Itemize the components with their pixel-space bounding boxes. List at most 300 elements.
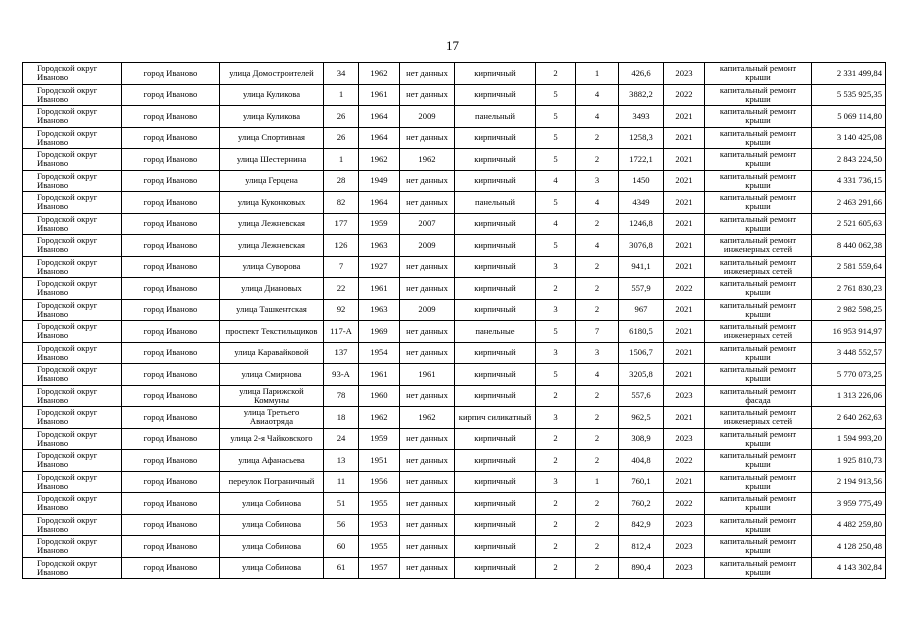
- cell-year-reconstruction: нет данных: [400, 127, 455, 149]
- cell-repair-year: 2021: [664, 213, 705, 235]
- cell-work-type: капитальный ремонт крыши: [705, 364, 812, 386]
- table-row: [23, 385, 886, 407]
- cell-district: Городской округ Иваново: [23, 127, 122, 149]
- cell-house-number: 82: [324, 192, 359, 214]
- cell-work-type: капитальный ремонт крыши: [705, 557, 812, 579]
- cell-area: 890,4: [619, 557, 664, 579]
- cell-district: Городской округ Иваново: [23, 536, 122, 558]
- cell-repair-year: 2021: [664, 170, 705, 192]
- cell-street: улица Собинова: [220, 514, 324, 536]
- cell-cost: 2 581 559,64: [812, 256, 886, 278]
- cell-street: улица Лежневская: [220, 235, 324, 257]
- cell-work-type: капитальный ремонт инженерных сетей: [705, 256, 812, 278]
- cell-floors: 5: [536, 149, 576, 171]
- cell-floors: 5: [536, 84, 576, 106]
- cell-district: Городской округ Иваново: [23, 106, 122, 128]
- cell-year-built: 1961: [359, 364, 400, 386]
- cell-city: город Иваново: [122, 106, 220, 128]
- cell-house-number: 18: [324, 407, 359, 429]
- cell-city: город Иваново: [122, 471, 220, 493]
- cell-area: 426,6: [619, 63, 664, 85]
- cell-area: 760,2: [619, 493, 664, 515]
- cell-year-built: 1964: [359, 127, 400, 149]
- cell-entrances: 1: [576, 471, 619, 493]
- cell-repair-year: 2021: [664, 471, 705, 493]
- cell-floors: 5: [536, 106, 576, 128]
- cell-entrances: 2: [576, 450, 619, 472]
- cell-district: Городской округ Иваново: [23, 63, 122, 85]
- cell-wall-material: кирпичный: [455, 514, 536, 536]
- cell-cost: 1 594 993,20: [812, 428, 886, 450]
- cell-cost: 2 194 913,56: [812, 471, 886, 493]
- cell-year-built: 1955: [359, 536, 400, 558]
- cell-district: Городской округ Иваново: [23, 364, 122, 386]
- cell-house-number: 60: [324, 536, 359, 558]
- cell-entrances: 2: [576, 514, 619, 536]
- cell-year-reconstruction: нет данных: [400, 321, 455, 343]
- cell-year-reconstruction: 2009: [400, 106, 455, 128]
- cell-wall-material: кирпичный: [455, 84, 536, 106]
- cell-cost: 3 140 425,08: [812, 127, 886, 149]
- cell-house-number: 1: [324, 84, 359, 106]
- cell-street: улица Третьего Авиаотряда: [220, 407, 324, 429]
- cell-floors: 2: [536, 450, 576, 472]
- cell-work-type: капитальный ремонт крыши: [705, 278, 812, 300]
- cell-year-built: 1949: [359, 170, 400, 192]
- table-row: [23, 106, 886, 128]
- cell-house-number: 51: [324, 493, 359, 515]
- cell-repair-year: 2021: [664, 149, 705, 171]
- housing-registry-table: [22, 62, 886, 579]
- cell-district: Городской округ Иваново: [23, 407, 122, 429]
- table-row: [23, 342, 886, 364]
- cell-street: переулок Пограничный: [220, 471, 324, 493]
- cell-year-reconstruction: нет данных: [400, 450, 455, 472]
- cell-district: Городской округ Иваново: [23, 471, 122, 493]
- cell-district: Городской округ Иваново: [23, 385, 122, 407]
- table-row: [23, 149, 886, 171]
- cell-cost: 5 069 114,80: [812, 106, 886, 128]
- cell-repair-year: 2023: [664, 428, 705, 450]
- table-body: [23, 63, 886, 579]
- cell-floors: 2: [536, 385, 576, 407]
- cell-entrances: 3: [576, 342, 619, 364]
- cell-cost: 5 770 073,25: [812, 364, 886, 386]
- cell-area: 3205,8: [619, 364, 664, 386]
- cell-work-type: капитальный ремонт крыши: [705, 299, 812, 321]
- cell-area: 941,1: [619, 256, 664, 278]
- cell-wall-material: кирпичный: [455, 557, 536, 579]
- table-row: [23, 321, 886, 343]
- cell-area: 1246,8: [619, 213, 664, 235]
- cell-year-built: 1959: [359, 213, 400, 235]
- cell-district: Городской округ Иваново: [23, 450, 122, 472]
- cell-house-number: 177: [324, 213, 359, 235]
- cell-street: улица Афанасьева: [220, 450, 324, 472]
- cell-street: улица Герцена: [220, 170, 324, 192]
- cell-year-built: 1959: [359, 428, 400, 450]
- cell-district: Городской округ Иваново: [23, 149, 122, 171]
- cell-year-built: 1962: [359, 407, 400, 429]
- cell-house-number: 28: [324, 170, 359, 192]
- cell-repair-year: 2021: [664, 106, 705, 128]
- cell-area: 3076,8: [619, 235, 664, 257]
- cell-repair-year: 2023: [664, 514, 705, 536]
- cell-street: улица Собинова: [220, 536, 324, 558]
- cell-work-type: капитальный ремонт крыши: [705, 493, 812, 515]
- cell-area: 3493: [619, 106, 664, 128]
- cell-house-number: 78: [324, 385, 359, 407]
- cell-entrances: 4: [576, 192, 619, 214]
- cell-city: город Иваново: [122, 407, 220, 429]
- cell-district: Городской округ Иваново: [23, 170, 122, 192]
- cell-work-type: капитальный ремонт крыши: [705, 471, 812, 493]
- table-row: [23, 235, 886, 257]
- cell-year-reconstruction: 2009: [400, 299, 455, 321]
- cell-work-type: капитальный ремонт крыши: [705, 84, 812, 106]
- cell-work-type: капитальный ремонт крыши: [705, 514, 812, 536]
- cell-city: город Иваново: [122, 170, 220, 192]
- cell-cost: 8 440 062,38: [812, 235, 886, 257]
- cell-floors: 4: [536, 213, 576, 235]
- cell-area: 3882,2: [619, 84, 664, 106]
- cell-city: город Иваново: [122, 364, 220, 386]
- cell-cost: 2 982 598,25: [812, 299, 886, 321]
- cell-area: 842,9: [619, 514, 664, 536]
- cell-floors: 2: [536, 557, 576, 579]
- cell-area: 308,9: [619, 428, 664, 450]
- cell-entrances: 2: [576, 407, 619, 429]
- cell-year-reconstruction: нет данных: [400, 536, 455, 558]
- cell-entrances: 2: [576, 127, 619, 149]
- cell-year-built: 1954: [359, 342, 400, 364]
- cell-year-built: 1962: [359, 149, 400, 171]
- cell-wall-material: кирпичный: [455, 536, 536, 558]
- cell-repair-year: 2023: [664, 536, 705, 558]
- cell-repair-year: 2022: [664, 278, 705, 300]
- cell-cost: 1 313 226,06: [812, 385, 886, 407]
- cell-city: город Иваново: [122, 63, 220, 85]
- cell-entrances: 2: [576, 536, 619, 558]
- cell-year-built: 1955: [359, 493, 400, 515]
- cell-house-number: 13: [324, 450, 359, 472]
- cell-work-type: капитальный ремонт фасада: [705, 385, 812, 407]
- cell-cost: 4 143 302,84: [812, 557, 886, 579]
- cell-entrances: 2: [576, 299, 619, 321]
- cell-work-type: капитальный ремонт крыши: [705, 450, 812, 472]
- cell-wall-material: кирпичный: [455, 235, 536, 257]
- cell-city: город Иваново: [122, 342, 220, 364]
- cell-entrances: 2: [576, 149, 619, 171]
- cell-year-built: 1963: [359, 235, 400, 257]
- cell-entrances: 2: [576, 213, 619, 235]
- cell-entrances: 4: [576, 106, 619, 128]
- cell-entrances: 1: [576, 63, 619, 85]
- cell-cost: 4 482 259,80: [812, 514, 886, 536]
- cell-area: 812,4: [619, 536, 664, 558]
- cell-floors: 2: [536, 514, 576, 536]
- cell-city: город Иваново: [122, 536, 220, 558]
- cell-entrances: 2: [576, 428, 619, 450]
- cell-repair-year: 2021: [664, 321, 705, 343]
- cell-repair-year: 2022: [664, 493, 705, 515]
- cell-wall-material: кирпич силикатный: [455, 407, 536, 429]
- cell-wall-material: кирпичный: [455, 385, 536, 407]
- table-row: [23, 213, 886, 235]
- cell-year-reconstruction: нет данных: [400, 385, 455, 407]
- table-row: [23, 127, 886, 149]
- cell-wall-material: кирпичный: [455, 450, 536, 472]
- cell-repair-year: 2021: [664, 127, 705, 149]
- cell-city: город Иваново: [122, 278, 220, 300]
- cell-floors: 3: [536, 256, 576, 278]
- cell-cost: 3 959 775,49: [812, 493, 886, 515]
- cell-city: город Иваново: [122, 256, 220, 278]
- cell-floors: 2: [536, 278, 576, 300]
- cell-wall-material: кирпичный: [455, 213, 536, 235]
- cell-area: 4349: [619, 192, 664, 214]
- cell-year-reconstruction: нет данных: [400, 256, 455, 278]
- table-row: [23, 450, 886, 472]
- cell-repair-year: 2022: [664, 450, 705, 472]
- cell-work-type: капитальный ремонт крыши: [705, 63, 812, 85]
- cell-year-reconstruction: 2007: [400, 213, 455, 235]
- cell-work-type: капитальный ремонт крыши: [705, 428, 812, 450]
- cell-repair-year: 2021: [664, 235, 705, 257]
- cell-district: Городской округ Иваново: [23, 213, 122, 235]
- cell-area: 557,6: [619, 385, 664, 407]
- cell-entrances: 4: [576, 84, 619, 106]
- cell-street: улица 2-я Чайковского: [220, 428, 324, 450]
- cell-year-reconstruction: нет данных: [400, 192, 455, 214]
- cell-cost: 2 331 499,84: [812, 63, 886, 85]
- cell-city: город Иваново: [122, 493, 220, 515]
- table-row: [23, 428, 886, 450]
- cell-year-reconstruction: 1962: [400, 407, 455, 429]
- cell-repair-year: 2021: [664, 342, 705, 364]
- cell-year-built: 1964: [359, 192, 400, 214]
- cell-house-number: 7: [324, 256, 359, 278]
- cell-work-type: капитальный ремонт крыши: [705, 106, 812, 128]
- cell-year-reconstruction: нет данных: [400, 557, 455, 579]
- cell-area: 760,1: [619, 471, 664, 493]
- cell-floors: 5: [536, 192, 576, 214]
- cell-street: улица Лежневская: [220, 213, 324, 235]
- cell-cost: 2 463 291,66: [812, 192, 886, 214]
- cell-year-reconstruction: нет данных: [400, 278, 455, 300]
- cell-year-built: 1964: [359, 106, 400, 128]
- cell-floors: 2: [536, 63, 576, 85]
- cell-house-number: 34: [324, 63, 359, 85]
- cell-floors: 5: [536, 235, 576, 257]
- cell-floors: 2: [536, 493, 576, 515]
- cell-area: 967: [619, 299, 664, 321]
- cell-street: улица Парижской Коммуны: [220, 385, 324, 407]
- cell-entrances: 4: [576, 364, 619, 386]
- cell-wall-material: панельный: [455, 192, 536, 214]
- cell-street: улица Куликова: [220, 84, 324, 106]
- cell-house-number: 92: [324, 299, 359, 321]
- cell-street: улица Куликова: [220, 106, 324, 128]
- cell-house-number: 11: [324, 471, 359, 493]
- cell-work-type: капитальный ремонт инженерных сетей: [705, 407, 812, 429]
- cell-year-reconstruction: 1962: [400, 149, 455, 171]
- cell-district: Городской округ Иваново: [23, 84, 122, 106]
- cell-city: город Иваново: [122, 385, 220, 407]
- cell-year-reconstruction: 1961: [400, 364, 455, 386]
- cell-year-built: 1961: [359, 278, 400, 300]
- cell-entrances: 3: [576, 170, 619, 192]
- cell-district: Городской округ Иваново: [23, 256, 122, 278]
- cell-repair-year: 2021: [664, 364, 705, 386]
- table-row: [23, 471, 886, 493]
- cell-wall-material: кирпичный: [455, 364, 536, 386]
- cell-cost: 3 448 552,57: [812, 342, 886, 364]
- cell-street: улица Шестернина: [220, 149, 324, 171]
- cell-wall-material: кирпичный: [455, 63, 536, 85]
- cell-floors: 5: [536, 364, 576, 386]
- cell-city: город Иваново: [122, 84, 220, 106]
- cell-house-number: 22: [324, 278, 359, 300]
- cell-district: Городской округ Иваново: [23, 192, 122, 214]
- cell-year-reconstruction: 2009: [400, 235, 455, 257]
- cell-entrances: 4: [576, 235, 619, 257]
- cell-cost: 4 128 250,48: [812, 536, 886, 558]
- cell-city: город Иваново: [122, 557, 220, 579]
- cell-work-type: капитальный ремонт крыши: [705, 149, 812, 171]
- cell-wall-material: панельные: [455, 321, 536, 343]
- cell-year-reconstruction: нет данных: [400, 63, 455, 85]
- cell-year-built: 1963: [359, 299, 400, 321]
- table-row: [23, 192, 886, 214]
- cell-district: Городской округ Иваново: [23, 493, 122, 515]
- cell-year-built: 1961: [359, 84, 400, 106]
- cell-floors: 3: [536, 407, 576, 429]
- cell-area: 6180,5: [619, 321, 664, 343]
- cell-house-number: 93-А: [324, 364, 359, 386]
- cell-house-number: 26: [324, 127, 359, 149]
- table-row: [23, 557, 886, 579]
- cell-repair-year: 2021: [664, 192, 705, 214]
- cell-work-type: капитальный ремонт крыши: [705, 536, 812, 558]
- cell-work-type: капитальный ремонт инженерных сетей: [705, 235, 812, 257]
- cell-district: Городской округ Иваново: [23, 557, 122, 579]
- cell-district: Городской округ Иваново: [23, 428, 122, 450]
- cell-repair-year: 2023: [664, 557, 705, 579]
- cell-work-type: капитальный ремонт крыши: [705, 342, 812, 364]
- cell-district: Городской округ Иваново: [23, 278, 122, 300]
- cell-repair-year: 2022: [664, 84, 705, 106]
- cell-year-built: 1969: [359, 321, 400, 343]
- cell-area: 962,5: [619, 407, 664, 429]
- cell-house-number: 61: [324, 557, 359, 579]
- cell-city: город Иваново: [122, 127, 220, 149]
- cell-district: Городской округ Иваново: [23, 299, 122, 321]
- cell-entrances: 2: [576, 278, 619, 300]
- cell-year-built: 1960: [359, 385, 400, 407]
- cell-repair-year: 2021: [664, 407, 705, 429]
- cell-entrances: 2: [576, 493, 619, 515]
- cell-street: улица Домостроителей: [220, 63, 324, 85]
- cell-wall-material: кирпичный: [455, 471, 536, 493]
- cell-floors: 3: [536, 299, 576, 321]
- cell-street: улица Собинова: [220, 493, 324, 515]
- cell-cost: 2 761 830,23: [812, 278, 886, 300]
- cell-district: Городской округ Иваново: [23, 514, 122, 536]
- cell-wall-material: кирпичный: [455, 342, 536, 364]
- cell-city: город Иваново: [122, 321, 220, 343]
- cell-repair-year: 2023: [664, 385, 705, 407]
- table-row: [23, 170, 886, 192]
- cell-wall-material: кирпичный: [455, 256, 536, 278]
- cell-year-built: 1951: [359, 450, 400, 472]
- cell-street: улица Суворова: [220, 256, 324, 278]
- cell-house-number: 1: [324, 149, 359, 171]
- cell-work-type: капитальный ремонт инженерных сетей: [705, 321, 812, 343]
- table-row: [23, 514, 886, 536]
- cell-repair-year: 2021: [664, 299, 705, 321]
- cell-street: улица Спортивная: [220, 127, 324, 149]
- cell-district: Городской округ Иваново: [23, 321, 122, 343]
- cell-cost: 5 535 925,35: [812, 84, 886, 106]
- cell-year-reconstruction: нет данных: [400, 471, 455, 493]
- cell-repair-year: 2023: [664, 63, 705, 85]
- cell-year-reconstruction: нет данных: [400, 514, 455, 536]
- cell-work-type: капитальный ремонт крыши: [705, 213, 812, 235]
- cell-entrances: 2: [576, 385, 619, 407]
- table-row: [23, 536, 886, 558]
- cell-year-reconstruction: нет данных: [400, 428, 455, 450]
- cell-wall-material: кирпичный: [455, 278, 536, 300]
- cell-district: Городской округ Иваново: [23, 342, 122, 364]
- cell-year-built: 1957: [359, 557, 400, 579]
- cell-house-number: 126: [324, 235, 359, 257]
- cell-cost: 2 521 605,63: [812, 213, 886, 235]
- cell-house-number: 117-А: [324, 321, 359, 343]
- cell-wall-material: панельный: [455, 106, 536, 128]
- cell-area: 404,8: [619, 450, 664, 472]
- cell-city: город Иваново: [122, 428, 220, 450]
- cell-area: 1258,3: [619, 127, 664, 149]
- table-row: [23, 63, 886, 85]
- cell-street: улица Собинова: [220, 557, 324, 579]
- table-row: [23, 493, 886, 515]
- cell-floors: 2: [536, 536, 576, 558]
- table-row: [23, 364, 886, 386]
- cell-cost: 1 925 810,73: [812, 450, 886, 472]
- cell-year-reconstruction: нет данных: [400, 493, 455, 515]
- cell-city: город Иваново: [122, 213, 220, 235]
- cell-entrances: 7: [576, 321, 619, 343]
- cell-street: проспект Текстильщиков: [220, 321, 324, 343]
- cell-house-number: 26: [324, 106, 359, 128]
- table-row: [23, 299, 886, 321]
- cell-area: 557,9: [619, 278, 664, 300]
- cell-year-built: 1953: [359, 514, 400, 536]
- cell-cost: 4 331 736,15: [812, 170, 886, 192]
- cell-cost: 16 953 914,97: [812, 321, 886, 343]
- cell-floors: 5: [536, 127, 576, 149]
- cell-year-reconstruction: нет данных: [400, 170, 455, 192]
- cell-house-number: 56: [324, 514, 359, 536]
- cell-city: город Иваново: [122, 235, 220, 257]
- cell-city: город Иваново: [122, 299, 220, 321]
- cell-wall-material: кирпичный: [455, 428, 536, 450]
- cell-work-type: капитальный ремонт крыши: [705, 127, 812, 149]
- cell-repair-year: 2021: [664, 256, 705, 278]
- cell-floors: 3: [536, 471, 576, 493]
- cell-floors: 5: [536, 321, 576, 343]
